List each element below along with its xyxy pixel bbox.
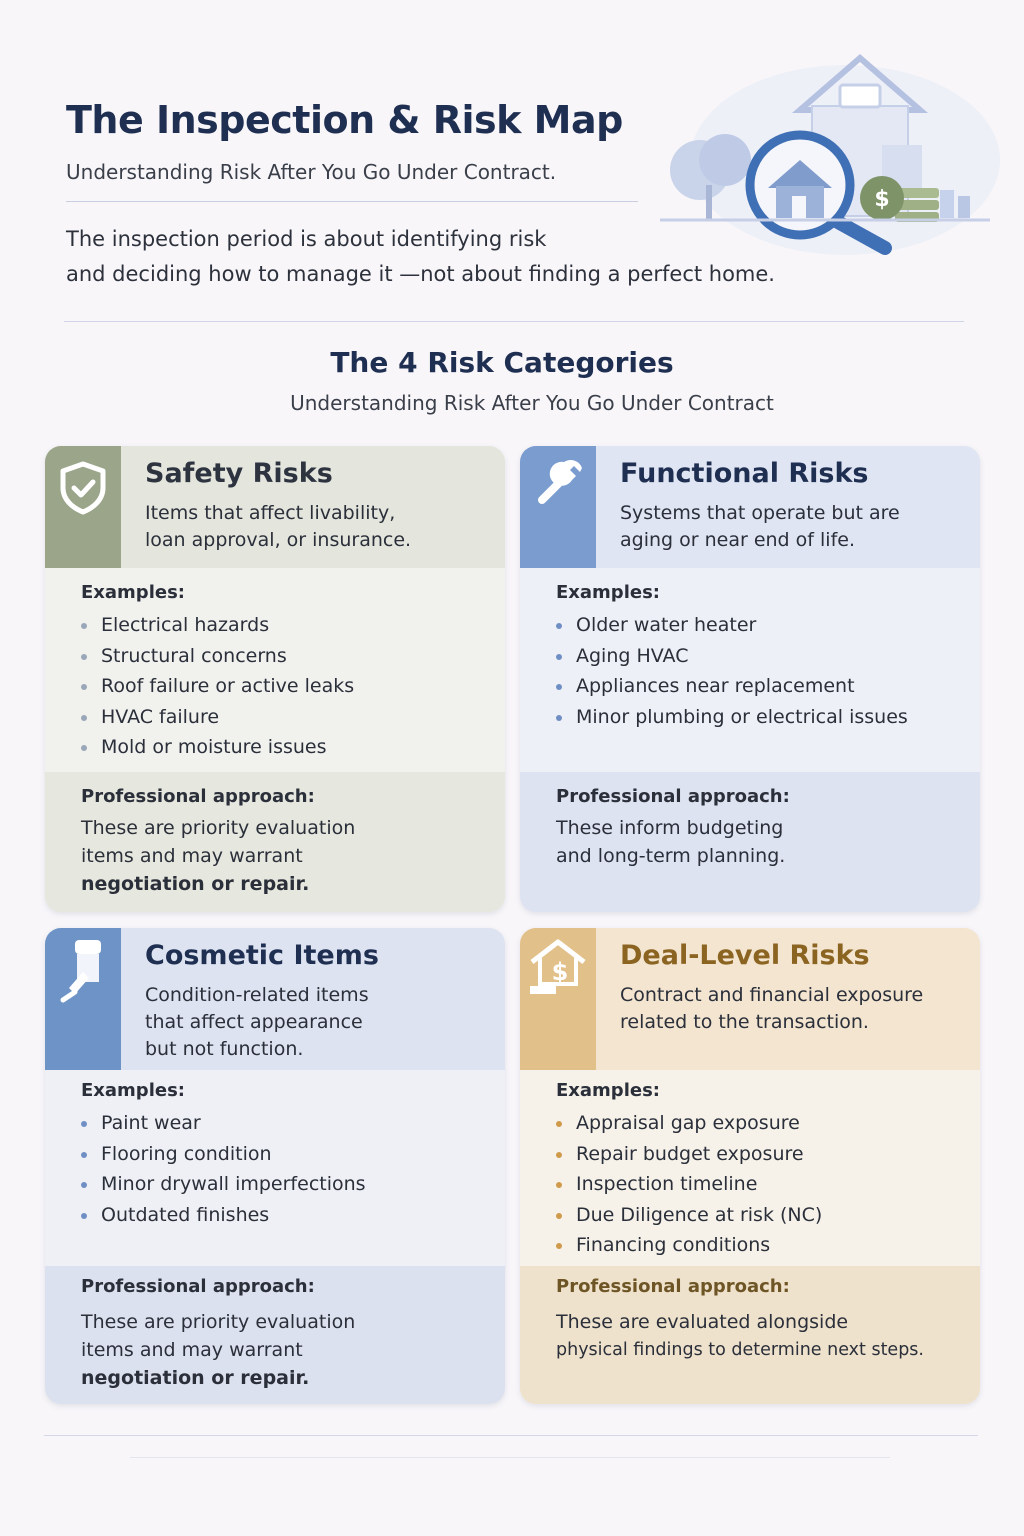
svg-text:$: $	[874, 187, 890, 212]
examples-section	[520, 1070, 974, 1266]
list-item: Inspection timeline	[556, 1169, 822, 1200]
approach-line: and long-term planning.	[556, 845, 786, 867]
approach-label: Professional approach:	[81, 786, 315, 807]
list-item: Aging HVAC	[556, 641, 908, 672]
approach-line: These inform budgeting	[556, 817, 784, 839]
divider	[44, 1435, 978, 1436]
section-title: The 4 Risk Categories	[330, 346, 674, 379]
desc-line: Systems that operate but are	[620, 502, 900, 524]
approach-label: Professional approach:	[556, 786, 790, 807]
approach-line: items and may warrant	[81, 1339, 303, 1361]
card-description	[145, 500, 485, 554]
divider	[66, 201, 638, 202]
card-title: Safety Risks	[145, 458, 333, 489]
examples-section	[520, 568, 974, 772]
approach-section	[45, 772, 505, 912]
examples-list	[556, 610, 908, 732]
desc-line: but not function.	[145, 1038, 304, 1060]
approach-section	[520, 1266, 980, 1404]
approach-line: These are evaluated alongside	[556, 1311, 849, 1333]
icon-band	[45, 446, 121, 568]
approach-line: These are priority evaluation	[81, 817, 356, 839]
card-description	[620, 982, 980, 1036]
list-item: Due Diligence at risk (NC)	[556, 1200, 822, 1231]
icon-band	[520, 446, 596, 568]
examples-list	[556, 1108, 822, 1261]
examples-label: Examples:	[81, 1080, 185, 1101]
approach-line-bold: negotiation or repair.	[81, 1367, 310, 1389]
paint-roller-icon	[45, 928, 121, 1008]
approach-label: Professional approach:	[81, 1276, 315, 1297]
approach-line: physical findings to determine next steps.	[556, 1340, 924, 1360]
approach-text	[81, 814, 481, 898]
list-item: Structural concerns	[81, 641, 354, 672]
list-item: Appraisal gap exposure	[556, 1108, 822, 1139]
page-title: The Inspection & Risk Map	[66, 98, 623, 142]
card-title: Cosmetic Items	[145, 940, 379, 971]
approach-text	[81, 1308, 481, 1392]
list-item: Roof failure or active leaks	[81, 671, 354, 702]
desc-line: Contract and financial exposure	[620, 984, 924, 1006]
desc-line: Condition-related items	[145, 984, 369, 1006]
house-dollar-icon	[520, 928, 596, 1008]
examples-label: Examples:	[556, 582, 660, 603]
approach-section	[520, 772, 980, 912]
list-item: Financing conditions	[556, 1230, 822, 1261]
approach-label: Professional approach:	[556, 1276, 790, 1297]
card-description	[620, 500, 960, 554]
list-item: Minor plumbing or electrical issues	[556, 702, 908, 733]
examples-label: Examples:	[556, 1080, 660, 1101]
approach-line: items and may warrant	[81, 845, 303, 867]
examples-label: Examples:	[81, 582, 185, 603]
card-title: Functional Risks	[620, 458, 869, 489]
card-functional-risks	[520, 446, 980, 912]
shield-check-icon	[45, 446, 121, 526]
list-item: HVAC failure	[81, 702, 354, 733]
page-subtitle: Understanding Risk After You Go Under Contract.	[66, 160, 557, 184]
examples-list	[81, 610, 354, 763]
desc-line: loan approval, or insurance.	[145, 529, 412, 551]
card-cosmetic-items	[45, 928, 505, 1404]
section-subtitle: Understanding Risk After You Go Under Contract	[290, 391, 774, 415]
examples-section	[45, 568, 499, 772]
approach-section	[45, 1266, 505, 1404]
list-item: Older water heater	[556, 610, 908, 641]
icon-band	[45, 928, 121, 1070]
list-item: Appliances near replacement	[556, 671, 908, 702]
approach-line-bold: negotiation or repair.	[81, 873, 310, 895]
desc-line: aging or near end of life.	[620, 529, 855, 551]
card-safety-risks	[45, 446, 505, 912]
card-title: Deal-Level Risks	[620, 940, 870, 971]
list-item: Flooring condition	[81, 1139, 366, 1170]
wrench-icon	[520, 446, 596, 516]
intro-line: The inspection period is about identifying risk	[66, 227, 547, 251]
desc-line: that affect appearance	[145, 1011, 363, 1033]
approach-text	[556, 814, 956, 870]
list-item: Mold or moisture issues	[81, 732, 354, 763]
icon-band	[520, 928, 596, 1070]
divider	[64, 321, 964, 322]
svg-text:$: $	[551, 958, 569, 986]
list-item: Repair budget exposure	[556, 1139, 822, 1170]
header	[0, 0, 1024, 330]
list-item: Minor drywall imperfections	[81, 1169, 366, 1200]
examples-section	[45, 1070, 499, 1266]
approach-text	[556, 1308, 976, 1364]
list-item: Electrical hazards	[81, 610, 354, 641]
intro-line: and deciding how to manage it —not about finding a perfect home.	[66, 262, 775, 286]
desc-line: related to the transaction.	[620, 1011, 869, 1033]
card-deal-level-risks	[520, 928, 980, 1404]
list-item: Outdated finishes	[81, 1200, 366, 1231]
house-magnifier-illustration	[650, 50, 1000, 260]
desc-line: Items that affect livability,	[145, 502, 396, 524]
examples-list	[81, 1108, 366, 1230]
divider	[130, 1457, 890, 1458]
list-item: Paint wear	[81, 1108, 366, 1139]
card-description	[145, 982, 485, 1063]
approach-line: These are priority evaluation	[81, 1311, 356, 1333]
